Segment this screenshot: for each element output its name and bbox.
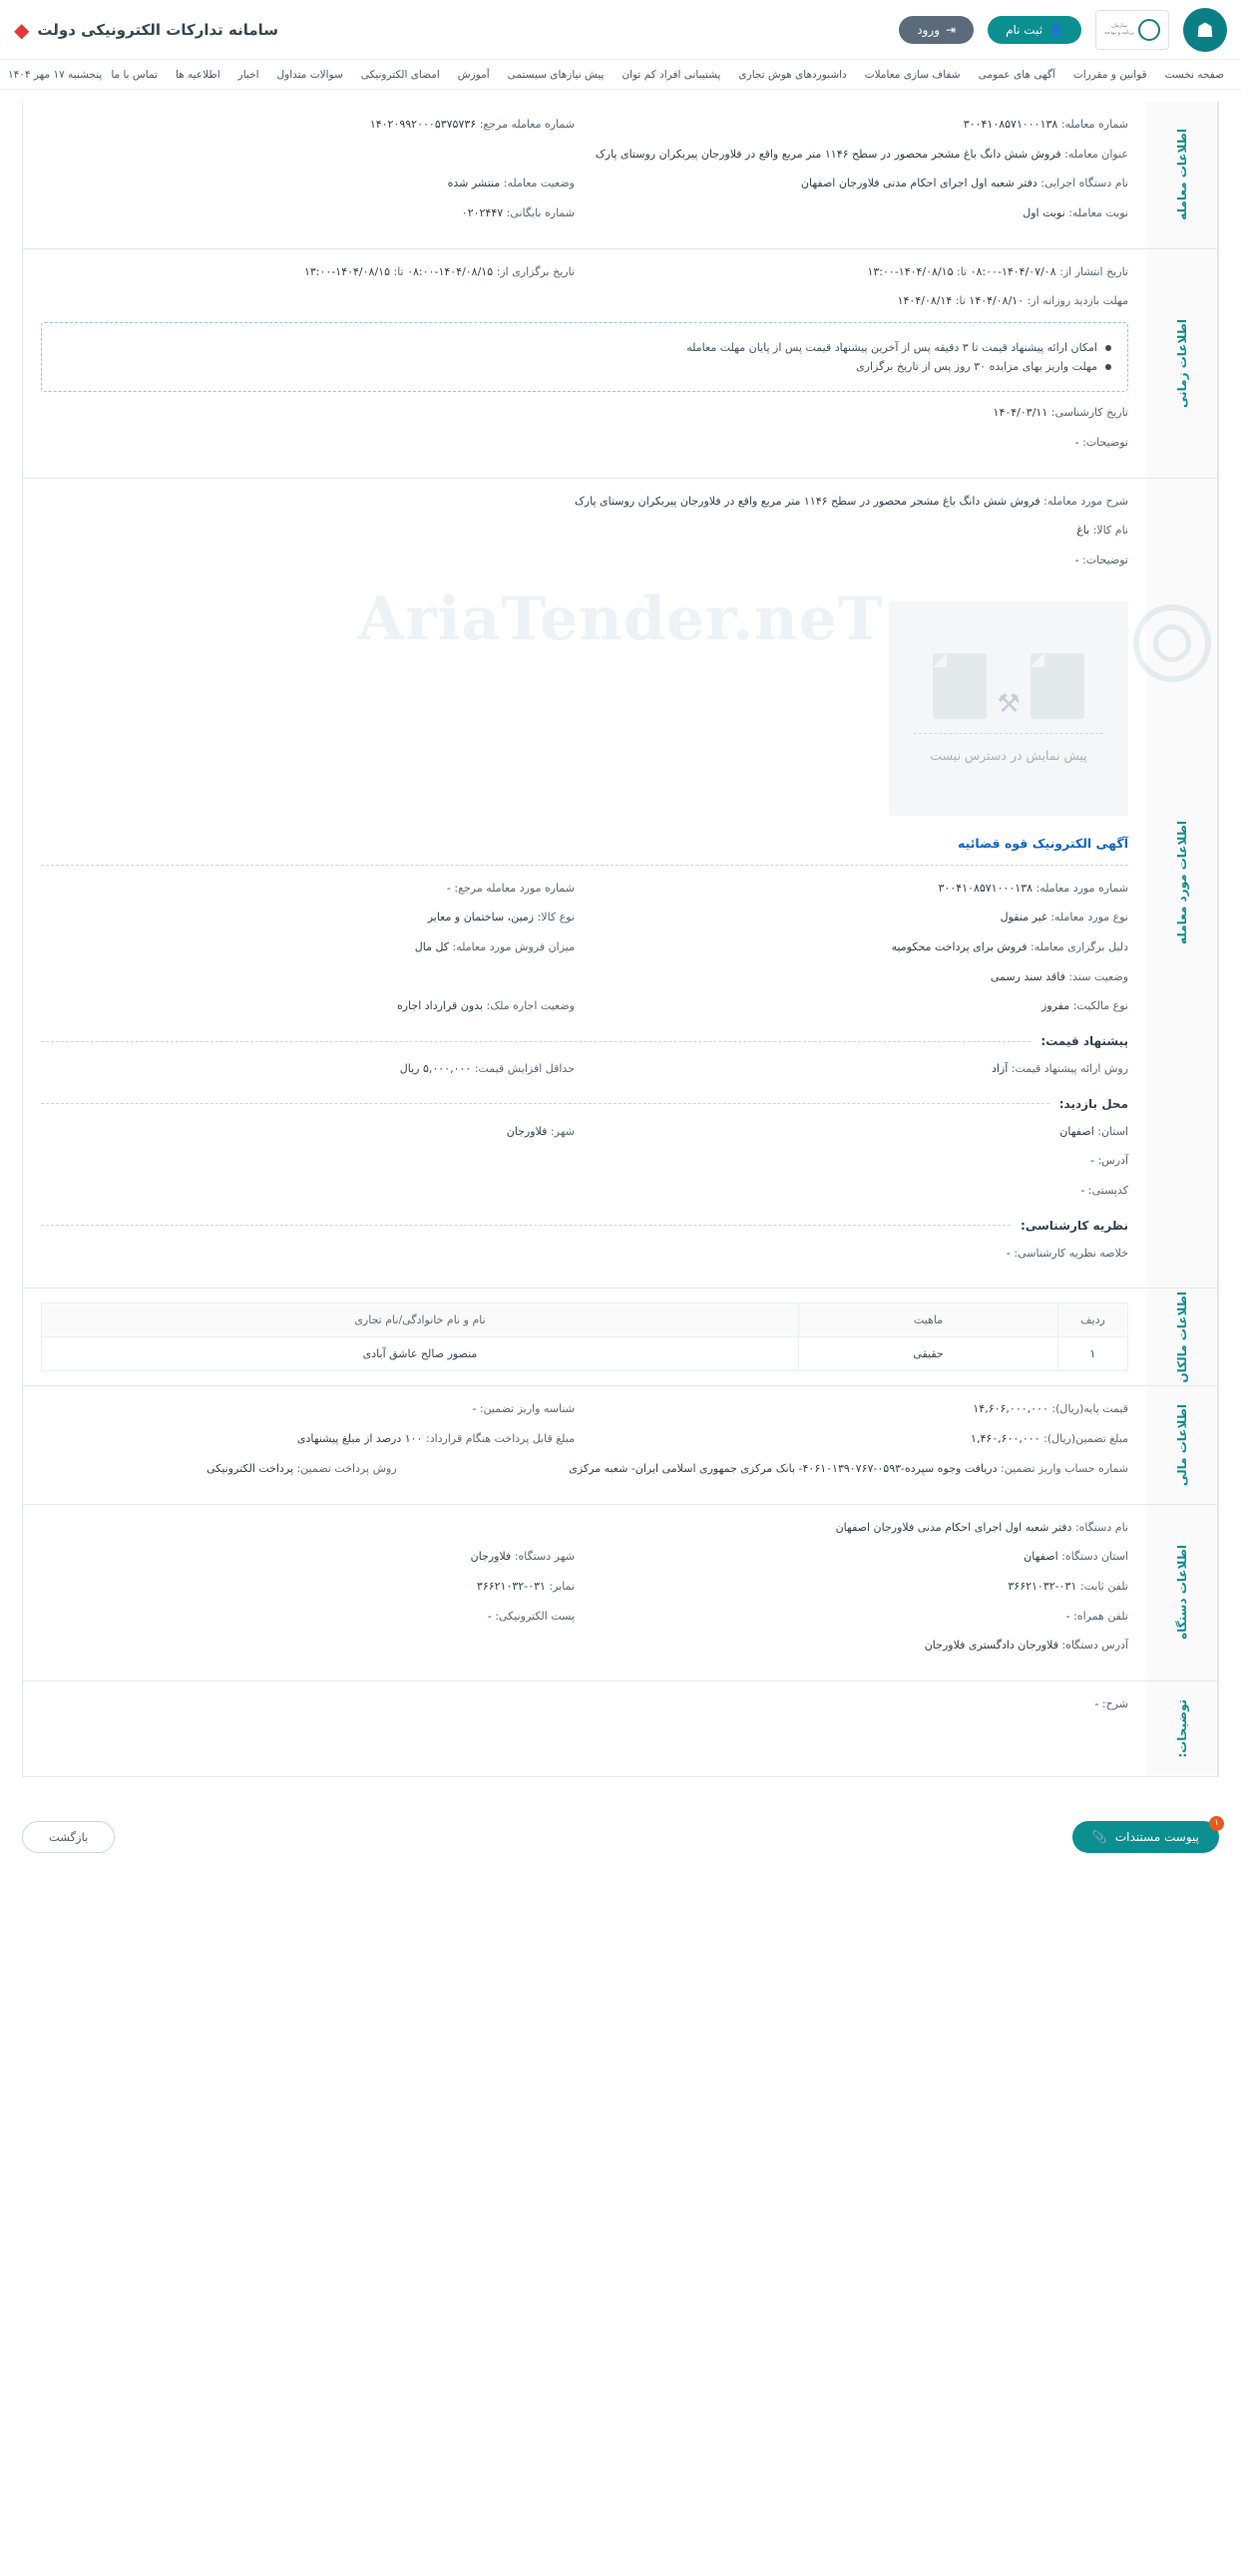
login-arrow-icon: ⇥ [946, 22, 957, 37]
pay-method [41, 1460, 397, 1479]
case-type-label: نوع مورد معامله: [1050, 911, 1128, 924]
gavel-icon: ⚒ [997, 689, 1021, 720]
attachments-label: پیوست مستندات [1114, 1829, 1199, 1844]
agency-province-value: اصفهان [1024, 1550, 1058, 1564]
section-label-financial [1146, 1386, 1218, 1503]
case-type-value: غیر منقول [1000, 911, 1047, 924]
min-increase [41, 1060, 575, 1079]
time-row-3-spacer [41, 404, 575, 423]
deal-row-1 [41, 116, 1128, 135]
deal-subject-value: فروش شش دانگ باغ مشجر محصور در سطح ۱۱۴۶ متر مربع واقع در فلاورجان پیربکران روستای پارک [595, 147, 1061, 161]
deal-row-4 [41, 204, 1128, 223]
deposit-account-value: دریافت وجوه سپرده-۰۵۹۳-۴۰۶۱۰۱۳۹۰۷۶۷- بانک مرکزی جمهوری اسلامی ایران- شعبه مرکزی [569, 1461, 998, 1475]
case-row-5 [41, 997, 1128, 1016]
preview-caption: پیش نمایش در دسترس نیست [930, 748, 1087, 764]
fin-row-3 [41, 1460, 1128, 1479]
agency-phone-value: ۰۳۱-۳۶۶۲۱۰۳۲ [1008, 1579, 1077, 1593]
deal-subject-label: عنوان معامله: [1064, 147, 1128, 161]
price-method-label: روش ارائه پیشنهاد قیمت: [1011, 1062, 1128, 1075]
time-row-2-spacer [41, 292, 575, 311]
case-kind-label: نوع کالا: [537, 911, 575, 924]
nav-item-5[interactable]: پشتیبانی افراد کم توان [621, 68, 721, 81]
visit-postal-value: - [1080, 1184, 1085, 1198]
login-label: ورود [917, 22, 940, 37]
time-row-3 [41, 404, 1128, 423]
deal-agency [595, 175, 1128, 193]
visit-postal [595, 1182, 1128, 1201]
expert-date-value: ۱۴۰۴/۰۳/۱۱ [993, 406, 1048, 420]
visit-to-label: تا: [955, 294, 966, 308]
register-label: ثبت نام [1006, 22, 1043, 37]
document-icon [933, 653, 987, 719]
time-row-1 [41, 263, 1128, 282]
deal-subject [41, 146, 1128, 165]
divider [41, 1041, 1031, 1042]
nav-item-11[interactable]: اطلاعیه ها [175, 68, 220, 81]
publish-to-label: تا: [956, 264, 968, 278]
section-title-time-info: اطلاعات زمانی [1174, 318, 1189, 408]
section-label-deal-info [1146, 102, 1218, 248]
visit-row-3-spacer [41, 1182, 575, 1201]
subject-note-label: توضیحات: [1082, 552, 1128, 566]
hold-date [41, 263, 575, 282]
visit-from-label: مهلت بازدید روزانه از: [1027, 294, 1128, 308]
badge-circle-icon [1138, 19, 1160, 41]
agency-row-1 [41, 1519, 1128, 1538]
visit-date [595, 292, 1128, 311]
publish-to-value: ۱۴۰۴/۰۸/۱۵-۱۳:۰۰ [867, 264, 954, 278]
section-title-deal-info: اطلاعات معامله [1174, 129, 1189, 221]
case-number-label: شماره مورد معامله: [1035, 881, 1128, 895]
visit-address-value: - [1090, 1154, 1095, 1168]
section-body-agency [23, 1505, 1146, 1680]
agency-address-value: فلاورجان دادگستری فلاورجان [924, 1639, 1058, 1653]
subject-desc-value: فروش شش دانگ باغ مشجر محصور در سطح ۱۱۴۶ متر مربع واقع در فلاورجان پیربکران روستای پارک [574, 494, 1040, 508]
owners-col-name: نام و نام خانوادگی/نام تجاری [42, 1303, 799, 1337]
case-reason [595, 938, 1128, 957]
case-owner-type [595, 997, 1128, 1016]
subject-row-1 [41, 493, 1128, 512]
price-proposal-head [41, 1034, 1128, 1048]
case-row-2 [41, 909, 1128, 927]
agency-mobile-label: تلفن همراه: [1073, 1609, 1128, 1623]
case-rent-value: بدون قرارداد اجاره [396, 999, 484, 1013]
section-agency [22, 1505, 1219, 1681]
nav-item-7[interactable]: آموزش [457, 68, 490, 81]
deal-status [41, 175, 575, 193]
subject-note [595, 552, 1128, 570]
agency-email-value: - [487, 1609, 492, 1623]
case-amount-label: میزان فروش مورد معامله: [452, 939, 575, 953]
deposit-id-label: شناسه واریز تضمین: [479, 1402, 575, 1416]
price-proposal-title: پیشنهاد قیمت: [1040, 1034, 1128, 1048]
nav-item-2[interactable]: آگهی های عمومی [978, 68, 1055, 81]
section-body-case-info [23, 479, 1146, 1288]
subject-row-3-spacer [41, 552, 575, 570]
main-nav [0, 60, 1241, 90]
case-doc-label: وضعیت سند: [1068, 969, 1128, 983]
expert-opinion-title: نظریه کارشناسی: [1021, 1218, 1128, 1233]
nav-item-0[interactable]: صفحه نخست [1164, 68, 1224, 81]
case-number-value: ۳۰۰۴۱۰۸۵۷۱۰۰۰۱۳۸ [938, 881, 1034, 895]
section-time-info [22, 249, 1219, 479]
agency-city [41, 1548, 575, 1567]
owner-index: ۱ [1058, 1337, 1128, 1371]
preview-divider [914, 733, 1103, 734]
case-row-3 [41, 938, 1128, 957]
attachments-button[interactable] [1072, 1818, 1219, 1853]
attachments-count-badge: ۱ [1209, 1816, 1224, 1831]
section-owners [22, 1288, 1219, 1386]
guarantee-amount [595, 1430, 1128, 1449]
section-body-financial [23, 1386, 1146, 1503]
payable-value: ۱۰۰ درصد از مبلغ پیشنهادی [296, 1432, 423, 1446]
section-body-notes [23, 1681, 1146, 1776]
section-body-time-info [23, 249, 1146, 478]
agency-name-label: نام دستگاه: [1074, 1520, 1128, 1534]
visit-postal-label: کدپستی: [1087, 1184, 1128, 1198]
e-notice-link[interactable]: آگهی الکترونیک قوه قضائیه [958, 835, 1128, 851]
bullet-icon [1105, 345, 1111, 351]
visit-to-value: ۱۴۰۴/۰۸/۱۴ [897, 294, 953, 308]
fin-row-2 [41, 1430, 1128, 1449]
owner-name: منصور صالح عاشق آبادی [42, 1337, 799, 1371]
attachment-preview [889, 601, 1128, 816]
section-case-info [22, 479, 1219, 1289]
deal-turn [595, 204, 1128, 223]
agency-fax [41, 1578, 575, 1597]
case-ref-value: - [446, 881, 451, 895]
agency-province-label: استان دستگاه: [1061, 1550, 1128, 1564]
divider [41, 1103, 1049, 1104]
case-row-1 [41, 880, 1128, 899]
subject-row-3 [41, 552, 1128, 570]
divider [41, 865, 1128, 866]
visit-row-2-spacer [41, 1152, 575, 1171]
base-price-label: قیمت پایه(ریال): [1051, 1402, 1128, 1416]
owners-col-index: ردیف [1058, 1303, 1128, 1337]
hold-from-label: تاریخ برگزاری از: [496, 264, 575, 278]
visit-row-3 [41, 1182, 1128, 1201]
publish-date [595, 263, 1128, 282]
deal-number [595, 116, 1128, 135]
section-label-agency [1146, 1505, 1218, 1680]
top-bar [0, 0, 1241, 60]
owners-col-nature: ماهیت [799, 1303, 1058, 1337]
agency-row-3 [41, 1578, 1128, 1597]
section-deal-info [22, 102, 1219, 249]
case-amount-value: کل مال [414, 939, 450, 953]
visit-place-title: محل بازدید: [1058, 1096, 1128, 1111]
deal-number-value: ۳۰۰۴۱۰۸۵۷۱۰۰۰۱۳۸ [963, 118, 1058, 131]
deal-agency-label: نام دستگاه اجرایی: [1040, 177, 1128, 190]
time-alert-1-text: امکان ارائه پیشنهاد قیمت تا ۳ دقیقه پس از آخرین پیشنهاد قیمت پس از پایان مهلت معامله [686, 341, 1097, 355]
subject-desc-label: شرح مورد معامله: [1043, 494, 1128, 508]
deal-row-3 [41, 175, 1128, 193]
subject-note-value: - [1074, 552, 1079, 566]
owners-table [41, 1302, 1128, 1371]
nav-item-9[interactable]: سوالات متداول [276, 68, 343, 81]
case-reason-value: فروش برای پرداخت محکومیه [891, 939, 1028, 953]
government-logo-icon: ☗ [1183, 8, 1227, 52]
agency-fax-label: نمابر: [549, 1579, 575, 1593]
deal-archive-label: شماره بایگانی: [506, 206, 575, 220]
publish-from-value: ۱۴۰۴/۰۷/۰۸-۰۸:۰۰ [970, 264, 1056, 278]
deposit-account-label: شماره حساب واریز تضمین: [1001, 1461, 1128, 1475]
expert-summary [595, 1245, 1128, 1264]
time-alert-2-text: مهلت واریز بهای مزایده ۳۰ روز پس از تاریخ برگزاری [856, 360, 1097, 374]
case-owner-type-value: مفروز [1041, 999, 1070, 1013]
section-label-time-info [1146, 249, 1218, 478]
section-title-agency: اطلاعات دستگاه [1174, 1545, 1189, 1641]
deal-number-label: شماره معامله: [1060, 118, 1128, 131]
expert-summary-label: خلاصه نظریه کارشناسی: [1014, 1246, 1128, 1260]
pay-method-value: پرداخت الکترونیکی [207, 1461, 294, 1475]
deal-status-value: منتشر شده [447, 177, 501, 190]
base-price-value: ۱۴,۶۰۶,۰۰۰,۰۰۰ [973, 1402, 1048, 1416]
hold-from-value: ۱۴۰۴/۰۸/۱۵-۰۸:۰۰ [407, 264, 494, 278]
time-desc-label: توضیحات: [1082, 435, 1128, 449]
notes-desc-value: - [1094, 1696, 1099, 1710]
min-increase-label: حداقل افزایش قیمت: [474, 1062, 575, 1075]
section-title-notes: توضیحات: [1174, 1699, 1189, 1758]
setad-logo-icon: ◆ [14, 17, 30, 42]
section-title-owners: اطلاعات مالکان [1174, 1291, 1189, 1383]
fin-row-1 [41, 1400, 1128, 1419]
nav-item-1[interactable]: قوانین و مقررات [1072, 68, 1147, 81]
hold-to-value: ۱۴۰۴/۰۸/۱۵-۱۳:۰۰ [303, 264, 390, 278]
agency-email-label: پست الکترونیکی: [495, 1609, 575, 1623]
deposit-id [41, 1400, 575, 1419]
price-method-value: آزاد [991, 1062, 1009, 1075]
case-owner-type-label: نوع مالکیت: [1072, 999, 1128, 1013]
case-row-4-spacer [41, 968, 575, 987]
section-label-notes [1146, 1681, 1218, 1776]
expert-date [595, 404, 1128, 423]
base-price [595, 1400, 1128, 1419]
hold-to-label: تا: [393, 264, 404, 278]
organization-badge-icon [1095, 10, 1169, 50]
visit-city-value: فلاورجان [506, 1124, 548, 1138]
agency-row-4 [41, 1608, 1128, 1627]
case-number [595, 880, 1128, 899]
deal-row-2 [41, 146, 1128, 165]
case-kind-value: زمین، ساختمان و معابر [427, 911, 535, 924]
visit-row-2 [41, 1152, 1128, 1171]
notes-row-1-spacer [41, 1695, 575, 1714]
section-notes [22, 1681, 1219, 1777]
time-alert-1 [58, 341, 1111, 354]
attachment-preview-wrap [41, 581, 1128, 826]
subject-row-2 [41, 522, 1128, 541]
owners-header-row [42, 1303, 1128, 1337]
notes-row-1 [41, 1695, 1128, 1714]
agency-mobile [595, 1608, 1128, 1627]
agency-address [41, 1637, 1128, 1656]
current-date: پنجشنبه ۱۷ مهر ۱۴۰۴ [7, 68, 103, 81]
agency-mobile-value: - [1065, 1609, 1070, 1623]
case-reason-label: دلیل برگزاری معامله: [1031, 939, 1128, 953]
case-rent [41, 997, 575, 1016]
document-icon [1031, 653, 1084, 719]
visit-address-label: آدرس: [1097, 1154, 1128, 1168]
footer-actions [0, 1797, 1241, 1881]
deposit-account [417, 1460, 1128, 1479]
agency-row-2 [41, 1548, 1128, 1567]
deal-ref-label: شماره معامله مرجع: [479, 118, 575, 131]
nav-item-12[interactable]: تماس با ما [111, 68, 158, 81]
price-method [595, 1060, 1128, 1079]
price-row-1 [41, 1060, 1128, 1079]
subject-row-2-spacer [41, 522, 575, 541]
case-amount [41, 938, 575, 957]
case-type [595, 909, 1128, 927]
site-title-text: سامانه تدارکات الکترونیکی دولت [37, 20, 279, 39]
visit-city-label: شهر: [550, 1124, 575, 1138]
visit-city [41, 1123, 575, 1142]
divider [41, 1225, 1011, 1226]
subject-goods-label: نام کالا: [1092, 524, 1128, 538]
site-title [14, 18, 278, 42]
agency-row-5 [41, 1637, 1128, 1656]
subject-goods [595, 522, 1128, 541]
time-alert-box [41, 322, 1128, 392]
nav-item-3[interactable]: شفاف سازی معاملات [864, 68, 961, 81]
bullet-icon [1105, 364, 1111, 370]
watermark-logo-icon [1133, 604, 1211, 682]
time-row-4-spacer [41, 434, 575, 453]
badge-text: سازمان برنامه و بودجه [1104, 23, 1134, 36]
section-body-deal-info [23, 102, 1146, 248]
visit-address [595, 1152, 1128, 1171]
deal-ref [41, 116, 575, 135]
deal-status-label: وضعیت معامله: [503, 177, 575, 190]
time-desc-value: - [1074, 435, 1079, 449]
time-alert-2 [58, 360, 1111, 373]
time-desc [595, 434, 1128, 453]
case-ref [41, 880, 575, 899]
user-plus-icon: 👤 [1048, 22, 1063, 37]
visit-province-label: استان: [1097, 1124, 1128, 1138]
preview-icons [933, 653, 1083, 719]
agency-fax-value: ۰۳۱-۳۶۶۲۱۰۳۲ [476, 1579, 546, 1593]
case-rent-label: وضعیت اجاره ملک: [486, 999, 575, 1013]
back-button[interactable]: بازگشت [22, 1821, 115, 1853]
nav-item-6[interactable]: پیش نیازهای سیستمی [507, 68, 605, 81]
agency-city-value: فلاورجان [470, 1550, 512, 1564]
expert-row-1 [41, 1245, 1128, 1264]
owners-table-head [42, 1303, 1128, 1337]
table-row [42, 1337, 1128, 1371]
expert-date-label: تاریخ کارشناسی: [1050, 406, 1128, 420]
deal-agency-value: دفتر شعبه اول اجرای احکام مدنی فلاورجان اصفهان [800, 177, 1037, 190]
agency-province [595, 1548, 1128, 1567]
expert-row-1-spacer [41, 1245, 575, 1264]
section-financial [22, 1386, 1219, 1504]
nav-item-8[interactable]: امضای الکترونیکی [360, 68, 440, 81]
case-kind [41, 909, 575, 927]
login-button[interactable] [899, 16, 974, 44]
visit-province [595, 1123, 1128, 1142]
section-label-owners [1146, 1288, 1218, 1385]
nav-item-4[interactable]: داشبوردهای هوش تجاری [738, 68, 847, 81]
deal-archive [41, 204, 575, 223]
expert-opinion-head [41, 1219, 1128, 1233]
visit-from-value: ۱۴۰۴/۰۸/۱۰ [969, 294, 1025, 308]
section-title-financial: اطلاعات مالی [1174, 1403, 1189, 1486]
deal-archive-value: ۰۲۰۲۴۴۷ [461, 206, 504, 220]
agency-name-value: دفتر شعبه اول اجرای احکام مدنی فلاورجان اصفهان [835, 1520, 1072, 1534]
owners-table-body [42, 1337, 1128, 1371]
deposit-id-value: - [472, 1402, 477, 1416]
deal-turn-label: نوبت معامله: [1068, 206, 1128, 220]
section-label-case-info [1146, 479, 1218, 1288]
guarantee-value: ۱,۴۶۰,۶۰۰,۰۰۰ [971, 1432, 1040, 1446]
agency-address-label: آدرس دستگاه: [1061, 1639, 1128, 1653]
guarantee-label: مبلغ تضمین(ریال): [1043, 1432, 1128, 1446]
subject-goods-value: باغ [1076, 524, 1090, 538]
deal-ref-value: ۱۴۰۲۰۹۹۲۰۰۰۵۳۷۵۷۳۶ [369, 118, 477, 131]
case-doc-value: فاقد سند رسمی [990, 969, 1065, 983]
pay-method-label: روش پرداخت تضمین: [296, 1461, 397, 1475]
payable-amount [41, 1430, 575, 1449]
nav-item-10[interactable]: اخبار [237, 68, 259, 81]
visit-row-1 [41, 1123, 1128, 1142]
visit-province-value: اصفهان [1059, 1124, 1094, 1138]
subject-desc [41, 493, 1128, 512]
time-row-4 [41, 434, 1128, 453]
visit-place-head [41, 1097, 1128, 1111]
section-title-case-info: اطلاعات مورد معامله [1174, 821, 1189, 945]
deal-turn-value: نوبت اول [1023, 206, 1065, 220]
owner-nature: حقیقی [799, 1337, 1058, 1371]
notes-desc-label: شرح: [1101, 1696, 1128, 1710]
agency-email [41, 1608, 575, 1627]
payable-label: مبلغ قابل پرداخت هنگام قرارداد: [426, 1432, 575, 1446]
case-ref-label: شماره مورد معامله مرجع: [454, 881, 575, 895]
time-row-2 [41, 292, 1128, 311]
agency-phone [595, 1578, 1128, 1597]
register-button[interactable] [988, 16, 1081, 44]
page-content [0, 96, 1241, 1797]
case-doc [595, 968, 1128, 987]
agency-phone-label: تلفن ثابت: [1079, 1579, 1128, 1593]
section-body-owners [23, 1288, 1146, 1385]
publish-from-label: تاریخ انتشار از: [1059, 264, 1128, 278]
notes-desc [595, 1695, 1128, 1714]
agency-city-label: شهر دستگاه: [514, 1550, 575, 1564]
min-increase-value: ۵,۰۰۰,۰۰۰ ریال [399, 1062, 472, 1075]
case-row-4 [41, 968, 1128, 987]
paperclip-icon: 📎 [1091, 1829, 1107, 1844]
expert-summary-value: - [1006, 1246, 1011, 1260]
agency-name [41, 1519, 1128, 1538]
